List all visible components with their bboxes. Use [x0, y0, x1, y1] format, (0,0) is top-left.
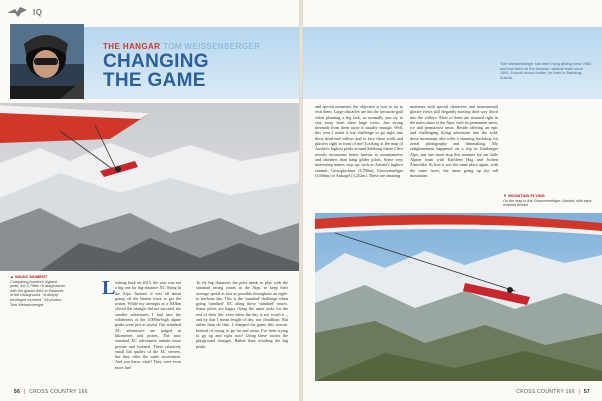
- caption-heading: ▲ MAGIC MOMENT: [10, 274, 48, 279]
- kicker: [103, 42, 260, 51]
- drop-cap: L: [102, 277, 116, 299]
- magic-moment-caption: [10, 275, 66, 307]
- right-body-column-1: and special moments, the objective is now to try to visit them. Large obstacles are not the favourite goal when planning a big task, so normally you try to stay away from these huge rocks. Just strong thermals from them away is usually enough. Well, this year I made it my challenge to go right into these dead-end valleys and to face these walls and glaciers right in front of me! Looking at the map of Austria's highest peaks around Salzburg where I live reveals mountains better known to mountaineers and climbers than hang glider pilots. Some very interesting names crop up, such as Austria's highest summit, Grossglockner (3,798m), Grossvenediger (3,666m) or Ankogel (3,252m). These are amazing: [315, 104, 403, 178]
- headline-line-1: CHANGING: [103, 51, 209, 72]
- left-folio: [14, 389, 88, 395]
- right-page: [303, 0, 602, 401]
- author-bio: Tom Weissenberger has been hang gliding since 1982 and has been on the Austrian national team since 1991. A world record holder, he lives in Salzburg, Austria.: [500, 62, 592, 80]
- magazine-name-left: CROSS COUNTRY 166: [29, 389, 88, 395]
- section-header-bar: [0, 0, 299, 24]
- caption-text-right: On the way to the Grossvenediger, Austria, with tape-rewinds ahead: [503, 198, 593, 208]
- folio-separator: |: [23, 389, 26, 395]
- alpine-valley-flight-photo: [315, 213, 602, 381]
- right-body-column-2: moments with special characters and monumental glacier views still elegantly moving their way down into the valleys. Most of them are situated right in the main chain of the Alps, with its permanent snow, ice and permafrost areas. Beside offering an epic and challenging flying adventure into the wild, these mountains also offer a stunning backdrop for aerial photography and filmmaking. My enlightenment happened on a trip in Zinsberger Alps, just one more stop this summer for our little Alpine team with Kathleen Hug and Jochen Zimschka. At first it was the same place again, with the same faces, the same going up the tall mountains: [410, 104, 498, 178]
- left-page: [0, 0, 299, 401]
- glacier-flight-photo: [0, 103, 299, 271]
- section-label: IQ: [33, 8, 43, 17]
- right-folio: [516, 389, 590, 395]
- mountain-flying-caption: [503, 194, 595, 208]
- magazine-name-right: CROSS COUNTRY 166: [516, 389, 575, 395]
- caption-heading-right: ▼ MOUNTAIN FLYING: [503, 193, 545, 198]
- left-body-column-1: ooking back on 2015, the year was not a big one for big-distance XC flying in the Alps. Instead, it was all about going off the beaten track to get the action. While my attempts at a 300km closed flat triangle did not succeed, the smaller adventures I had into the wilderness of the 3,000m-high alpine peaks were just as joyful. Our standard XC adventures are judged in kilometres and points. The now standard XC adventures remain more private and isolated. These relatively small flat quality of the XC servers, but they offer the same excitement. And you know what? They were even more fun!: [115, 280, 181, 370]
- page-number-left: 56: [14, 389, 21, 395]
- kicker-label: THE HANGAR: [103, 42, 161, 51]
- author-name: TOM WEISSENBERGER: [162, 42, 261, 51]
- pilot-portrait-photo: [10, 24, 84, 99]
- headline-line-2: THE GAME: [103, 70, 206, 91]
- left-body-column-2: To fly big distances the pilot needs to play with the standard racing routes in the Alps, to keep their average speed as fast as possible throughout an eight- to ten-hour day. This is the 'standard' challenge when going 'standard' XC along these 'standard' routes. Some pilots are happy flying the same tasks for the rest of their life, even when the day is not worth it – and by that I mean length of day, not cloudbase. But rather than do that, I changed the game this season. Instead of trying to go far and away, I've been trying to go up and right now! Using these tactics the playground changes. Rather than avoiding the big peaks: [196, 280, 288, 349]
- folio-separator-right: |: [578, 389, 581, 395]
- page-number-right: 57: [583, 389, 590, 395]
- caption-text: Comparing Austria's highest peak, the 3,798m Grossglockner, with the glacier field of Pasterze in the background. "A deeply privileged moment." All photos: Tom Weissenberger: [10, 279, 66, 307]
- eagle-logo-icon: [6, 5, 28, 19]
